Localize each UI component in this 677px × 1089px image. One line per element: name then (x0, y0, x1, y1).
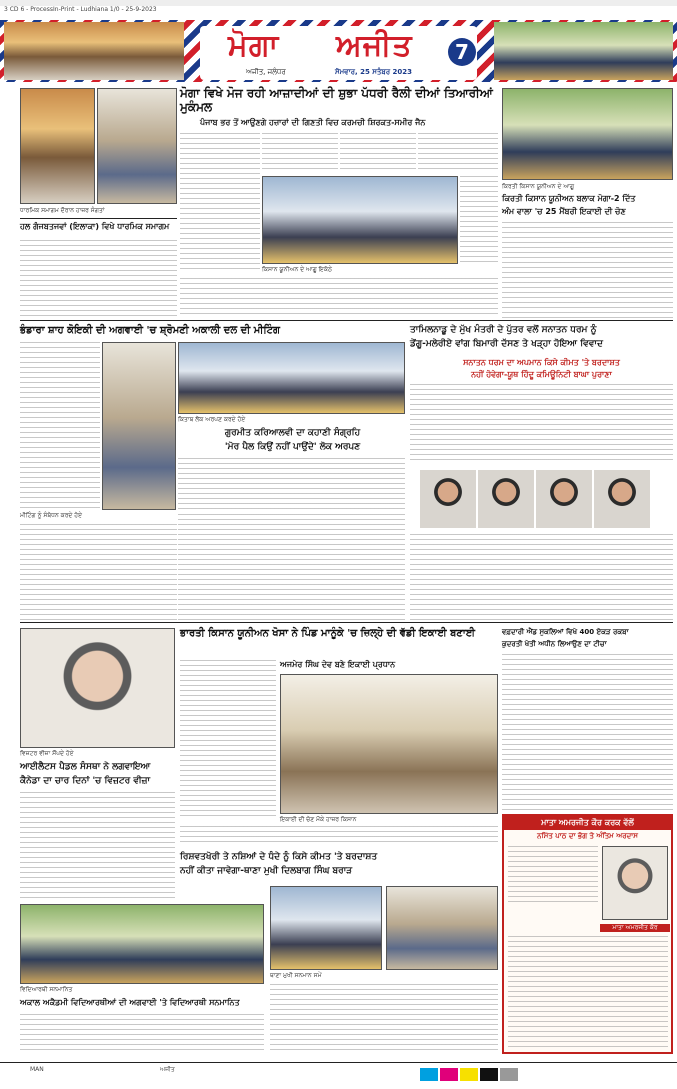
article-body (340, 133, 416, 173)
obituary-text (508, 846, 598, 906)
footer-center: ਅਜੀਤ (160, 1066, 175, 1073)
photo-caption: ਵਿਦਿਆਰਥੀ ਸਨਮਾਨਿਤ (20, 986, 73, 993)
students-photo (20, 904, 264, 984)
masthead-date: ਸੋਮਵਾਰ, 25 ਸਤੰਬਰ 2023 (335, 68, 413, 76)
article-body (180, 133, 260, 273)
headline-tamilnadu-1: ਤਾਮਿਲਨਾਡੂ ਦੇ ਮੁੱਖ ਮੰਤਰੀ ਦੇ ਪੁੱਤਰ ਵਲੋਂ ਸਨਾਤਨ ਧਰਮ ਨੂੰ (410, 325, 597, 335)
redline-tamilnadu-2: ਨਹੀਂ ਹੋਵੇਗਾ-ਯੂਥ ਹਿੰਦੂ ਕਮਿਊਨਿਟੀ ਬਾਘਾ ਪੁਰਾਣਾ (471, 370, 612, 379)
obituary-details (508, 936, 668, 1048)
masthead-title-ajit: ਅਜੀਤ (336, 28, 413, 63)
redline-tamilnadu-1: ਸਨਾਤਨ ਧਰਮ ਦਾ ਅਪਮਾਨ ਕਿਸੇ ਕੀਮਤ 'ਤੇ ਬਰਦਾਸ਼ਤ (463, 358, 620, 367)
article-body (502, 222, 673, 318)
lead-subhead: ਪੰਜਾਬ ਭਰ ਤੋਂ ਆਉਣਗੇ ਹਜ਼ਾਰਾਂ ਦੀ ਗਿਣਤੀ ਵਿਚ ਕਰਮਚੀ ਸ਼ਿਰਕਤ-ਸਮੀਰ ਜੈਨ (200, 118, 426, 127)
headline-ielts-2: ਕੈਨੇਡਾ ਦਾ ਚਾਰ ਦਿਨਾਂ 'ਚ ਵਿਜ਼ਟਰ ਵੀਜ਼ਾ (20, 776, 151, 786)
article-body (20, 524, 177, 620)
religious-event-photo-1 (20, 88, 95, 204)
portrait-photo (594, 470, 650, 528)
religious-event-photo-2 (97, 88, 177, 204)
photo-caption: ਕਿਸਾਨ ਯੂਨੀਅਨ ਦੇ ਆਗੂ ਇਕੱਠੇ (262, 266, 332, 273)
photo-caption: ਇਕਾਈ ਦੀ ਚੋਣ ਮੌਕੇ ਹਾਜ਼ਰ ਕਿਸਾਨ (280, 816, 357, 823)
article-body (20, 342, 100, 510)
masthead-title-moga: ਮੋਗਾ (228, 28, 280, 63)
photo-caption: ਥਾਣਾ ਮੁਖੀ ਸਨਮਾਨ ਸਮੇਂ (270, 972, 322, 979)
lead-group-photo (262, 176, 458, 264)
article-body (178, 514, 405, 620)
page-number: 7 (448, 38, 476, 66)
obituary-portrait (602, 846, 668, 920)
visa-handover-photo (20, 628, 175, 748)
meeting-photo (102, 342, 176, 510)
article-body (502, 654, 673, 810)
lead-headline: ਮੋਗਾ ਵਿਖੇ ਮੋਜ ਰਹੀ ਆਜ਼ਾਦੀਆਂ ਦੀ ਸ਼ੁਭਾ ਪੱਧਰੀ ਰੈਲੀ ਦੀਆਂ ਤਿਆਰੀਆਂ ਮੁਕੰਮਲ (180, 86, 493, 114)
police-felicitation-photo-1 (270, 886, 382, 970)
portrait-photo (420, 470, 476, 528)
headline-gurmeet-2: 'ਮੋਰ ਪੈਲ ਕਿਉਂ ਨਹੀਂ ਪਾਉਂਦੇ' ਲੋਕ ਅਰਪਣ (224, 442, 361, 452)
union-meeting-photo (280, 674, 498, 814)
headline-ielts-1: ਆਈਲੈਟਸ ਪੈਡਲ ਸੰਸਥਾ ਨੇ ਲਗਵਾਇਆ (20, 762, 151, 772)
obituary-photo-label: ਮਾਤਾ ਅਮਰਜੀਤ ਕੌਰ (600, 924, 670, 932)
headline-tamilnadu-2: ਡੇਂਗੂ-ਮਲੇਰੀਏ ਵਾਂਗ ਬਿਮਾਰੀ ਦੱਸਣ ਤੇ ਖੜ੍ਹਾ ਹੋਇਆ ਵਿਵਾਦ (410, 339, 603, 349)
article-body (20, 240, 177, 318)
article-body (180, 278, 498, 318)
headline-bhandari: ਭੰਡਾਰਾ ਸ਼ਾਹ ਕੋਇਕੀ ਦੀ ਅਗਵਾਈ 'ਚ ਸ਼੍ਰੋਮਣੀ ਅਕਾਲੀ ਦਲ ਦੀ ਮੀਟਿੰਗ (20, 325, 280, 336)
article-body (180, 660, 276, 820)
article-body (20, 1014, 264, 1054)
subhead-bharti: ਅਜਮੇਰ ਸਿੰਘ ਦੇਵ ਬਣੇ ਇਕਾਈ ਪ੍ਰਧਾਨ (280, 660, 396, 669)
article-body (180, 826, 498, 846)
headline-bharti: ਭਾਰਤੀ ਕਿਸਾਨ ਯੂਨੀਅਨ ਖੋਸਾ ਨੇ ਪਿੰਡ ਮਾਨੂੰਕੇ 'ਚ ਜ਼ਿਲ੍ਹੇ ਦੀ ਵੱਡੀ ਇਕਾਈ ਬਣਾਈ (180, 628, 476, 639)
portrait-photo (478, 470, 534, 528)
headline-paddy-2: ਕੁਦਰਤੀ ਖੇਤੀ ਅਧੀਨ ਲਿਆਉਣ ਦਾ ਟੀਚਾ (502, 640, 607, 648)
article-body (410, 534, 673, 620)
article-body (460, 176, 498, 266)
edition-label: ਅਜੀਤ, ਜਲੰਧਰ (246, 68, 286, 76)
article-body (262, 133, 338, 173)
obituary-sub: ਨਮਿੱਤ ਪਾਠ ਦਾ ਭੋਗ ਤੇ ਅੰਤਿਮ ਅਰਦਾਸ (537, 832, 638, 840)
farmers-union-photo (502, 88, 673, 180)
file-header: 3 CD 6 - ProcessIn-Print - Ludhiana 1/0 - 25-9-2023 (4, 6, 157, 13)
photo-caption: ਕਿਰਤੀ ਕਿਸਾਨ ਯੂਨੀਅਨ ਦੇ ਆਗੂ (502, 183, 575, 190)
headline-kirti-1: ਕਿਰਤੀ ਕਿਸਾਨ ਯੂਨੀਅਨ ਬਲਾਕ ਮੋਗਾ-2 ਦਿੱਤ (502, 194, 636, 203)
headline-corruption-2: ਨਹੀਂ ਕੀਤਾ ਜਾਵੇਗਾ-ਥਾਣਾ ਮੁਖੀ ਦਿਲਬਾਗ ਸਿੰਘ ਬਰਾੜ (180, 866, 353, 876)
headline-kirti-2: ਅੰਮ ਵਾਲਾ 'ਚ 25 ਮੈਂਬਰੀ ਇਕਾਈ ਦੀ ਚੋਣ (502, 207, 626, 216)
photo-caption: ਧਾਰਮਿਕ ਸਮਾਗਮ ਦੌਰਾਨ ਹਾਜ਼ਰ ਸੰਗਤਾਂ (20, 207, 105, 214)
obituary-banner: ਮਾਤਾ ਅਮਰਜੀਤ ਕੌਰ ਕਰਕ ਵੱਲੋਂ (504, 816, 671, 830)
headline-school: ਅਕਾਲ ਅਕੈਡਮੀ ਵਿਦਿਆਰਥੀਆਂ ਦੀ ਅਗਵਾਈ 'ਤੇ ਵਿਦਿਆਰਥੀ ਸਨਮਾਨਿਤ (20, 998, 240, 1007)
headline-jalsa: ਹਲ ਗੰਜਬਤਜਵਾਂ (ਇਲਾਕਾ) ਵਿਖੇ ਧਾਰਮਿਕ ਸਮਾਗਮ (20, 222, 170, 231)
photo-caption: ਵਿਜ਼ਟਰ ਵੀਜ਼ਾ ਸੌਂਪਦੇ ਹੋਏ (20, 750, 74, 757)
masthead-gurdwara-photo (4, 22, 184, 80)
photo-caption: ਕਿਤਾਬ ਲੋਕ ਅਰਪਣ ਕਰਦੇ ਹੋਏ (178, 416, 246, 423)
article-body (270, 984, 498, 1054)
article-body (20, 792, 175, 900)
police-felicitation-photo-2 (386, 886, 498, 970)
article-body (418, 133, 498, 173)
article-body (410, 384, 673, 464)
book-release-photo (178, 342, 405, 414)
headline-gurmeet-1: ਗੁਰਮੀਤ ਕਰਿਆਲਵੀ ਦਾ ਕਹਾਣੀ ਸੰਗ੍ਰਹਿ (224, 428, 361, 438)
masthead-monument-photo (494, 22, 673, 80)
photo-caption: ਮੀਟਿੰਗ ਨੂੰ ਸੰਬੋਧਨ ਕਰਦੇ ਹੋਏ (20, 512, 82, 519)
article-body (178, 458, 405, 510)
headline-corruption-1: ਰਿਸ਼ਵਤਖੋਰੀ ਤੇ ਨਸ਼ਿਆਂ ਦੇ ਧੰਦੇ ਨੂੰ ਕਿਸੇ ਕੀਮਤ 'ਤੇ ਬਰਦਾਸ਼ਤ (180, 852, 378, 862)
portrait-photo (536, 470, 592, 528)
footer-left: MAN (30, 1066, 44, 1073)
headline-paddy-1: ਵਫ਼ਦਾਰੀ ਐਂਡ ਸੁਕਲਿਆਂ ਵਿਖੇ 400 ਏਕੜ ਰਕਬਾ (502, 628, 629, 636)
